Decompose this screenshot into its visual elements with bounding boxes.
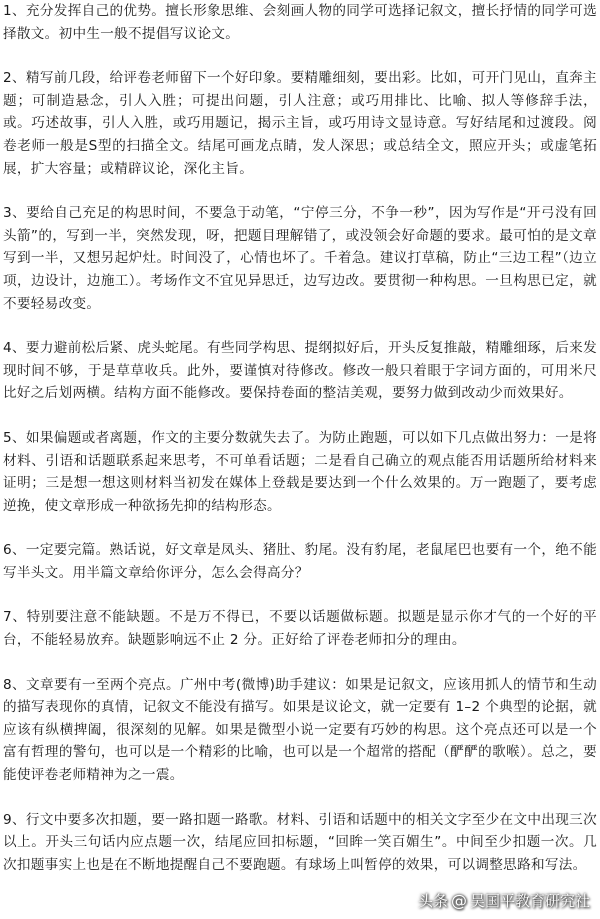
paragraph-7: 7、特别要注意不能缺题。不是万不得已，不要以话题做标题。拟题是显示你才气的一个好的平台，不能轻易放弃。缺题影响远不止 2 分。正好给了评卷老师扣分的理由。 xyxy=(3,609,597,649)
article-body xyxy=(3,0,597,876)
watermark-platform: 头条 xyxy=(417,892,448,910)
paragraph-4: 4、要力避前松后紧、虎头蛇尾。有些同学构思、提纲拟好后，开头反复推敲，精雕细琢，后来发现时间不够，于是草草收兵。此外，要谨慎对待修改。修改一般只着眼于字词方面的，可用米尺比好之后划两横。结构方面不能修改。要保持卷面的整洁美观，要努力做到改动少而效果好。 xyxy=(3,340,597,402)
paragraph-5: 5、如果偏题或者离题，作文的主要分数就失去了。为防止跑题，可以如下几点做出努力：一是将材料、引语和话题联系起来思考，不可单看话题；二是看自己确立的观点能否用话题所给材料来证明；三是想一想这则材料当初发在媒体上登载是要达到一个什么效果的。万一跑题了，要考虑逆挽，使文章形成一种欲扬先抑的结构形态。 xyxy=(3,429,597,514)
paragraph-3: 3、要给自己充足的构思时间，不要急于动笔，“宁停三分，不争一秒”，因为写作是“开弓没有回头箭”的，写到一半，突然发现，呀，把题目理解错了，或没领会好命题的要求。最可怕的是文章写到一半，又想另起炉灶。时间没了，心情也坏了。千着急。建议打草稿，防止“三边工程”（边立项，边设计，边施工）。考场作文不宜见异思迁，边写边改。要贯彻一种构思。一旦构思已定，就不要轻易改变。 xyxy=(3,205,597,312)
watermark xyxy=(418,890,590,911)
paragraph-9: 9、行文中要多次扣题，要一路扣题一路歌。材料、引语和话题中的相关文字至少在文中出现三次以上。开头三句话内应点题一次，结尾应回扣标题，“回眸一笑百媚生”。中间至少扣题一次。几次扣题事实上也是在不断地提醒自己不要跑题。有球场上叫暂停的效果，可以调整思路和写法。 xyxy=(3,811,597,873)
paragraph-1: 1、充分发挥自己的优势。擅长形象思维、会刻画人物的同学可选择记叙文，擅长抒情的同学可选择散文。初中生一般不提倡写议论文。 xyxy=(3,3,597,42)
watermark-at: @ xyxy=(450,891,467,910)
paragraph-8: 8、文章要有一至两个亮点。广州中考(微博)助手建议：如果是记叙文，应该用抓人的情节和生动的描写表现你的真情，记叙文不能没有描写。如果是议论文，就一定要有 1–2 个典型的论据，就应该有纵横捭阖，很深刻的见解。如果是微型小说一定要有巧妙的构思。这个亮点还可以是一个富有哲理的警句，也可以是一个精彩的比喻，也可以是一个超常的搭配（酽酽的歌喉）。总之，要能使评卷老师精神为之一震。 xyxy=(3,676,597,784)
paragraph-2: 2、精写前几段，给评卷老师留下一个好印象。要精雕细刻，要出彩。比如，可开门见山，直奔主题；可制造悬念，引人入胜；可提出问题，引人注意；或巧用排比、比喻、拟人等修辞手法，或。巧述故事，引人入胜，或巧用题记，揭示主旨，或巧用诗文显诗意。写好结尾和过渡段。阅卷老师一般是S型的扫描全文。结尾可画龙点睛，发人深思；或总结全文，照应开头；或虚笔拓展，扩大容量；或精辟议论，深化主旨。 xyxy=(3,70,597,177)
watermark-account: 吴国平教育研究社 xyxy=(469,892,590,910)
paragraph-6: 6、一定要完篇。熟话说，好文章是凤头、猪肚、豹尾。没有豹尾，老鼠尾巴也要有一个，绝不能写半头文。用半篇文章给你评分，怎么会得高分？ xyxy=(3,542,597,581)
